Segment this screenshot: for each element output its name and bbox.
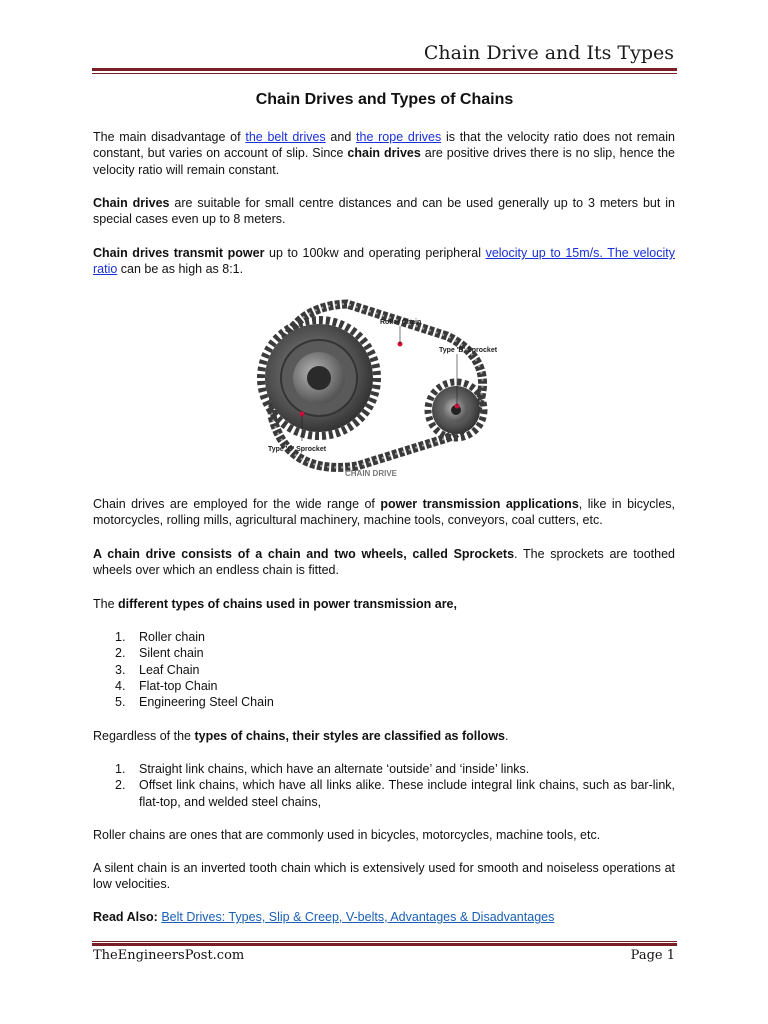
list-item (115, 662, 675, 678)
document-heading: Chain Drives and Types of Chains (255, 91, 514, 108)
bold-text: Chain drives (93, 196, 170, 210)
list-number: 5. (115, 695, 126, 710)
paragraph-intro (93, 129, 675, 178)
paragraph-silent-chain: A silent chain is an inverted tooth chain which is extensively used for smooth and noiseless operations at low velocities. (93, 861, 675, 892)
text: are positive drives there is no slip, hence the velocity ratio will remain constant. (93, 146, 675, 177)
bold-text: Chain drives transmit power (93, 246, 265, 260)
list-number: 1. (115, 630, 126, 644)
list-item (115, 761, 675, 777)
list-item-text: Silent chain (139, 646, 204, 661)
list-number: 2. (115, 646, 126, 661)
text: The main disadvantage of (93, 130, 246, 144)
text: , like in bicycles, motorcycles, rolling mills, agricultural machinery, machine tools, conveyors, coal cutters, etc. (93, 497, 676, 528)
paragraph-applications (93, 496, 675, 529)
list-number: 1. (115, 762, 126, 776)
paragraph-power (93, 245, 675, 278)
text: is that the velocity ratio does not remain constant, but varies on account of slip. Since (93, 130, 675, 161)
paragraph-styles-intro (93, 728, 675, 744)
type-b-sprocket-label: Type 'B' Sprocket (439, 347, 498, 354)
footer-page-number: Page 1 (630, 948, 675, 963)
text: Regardless of the (93, 729, 195, 743)
list-item (115, 678, 675, 694)
text: . The sprockets are toothed wheels over which an endless chain is fitted. (93, 547, 675, 578)
paragraph-distances (93, 195, 675, 228)
paragraph-roller-chains: Roller chains are ones that are commonly used in bicycles, motorcycles, machine tools, etc. (93, 828, 601, 842)
paragraph-sprockets (93, 546, 675, 579)
text: . (505, 729, 509, 743)
list-item-text: Flat-top Chain (139, 678, 218, 693)
text: The (93, 597, 119, 611)
velocity-ratio-link[interactable]: velocity up to 15m/s. The velocity ratio (93, 246, 675, 277)
type-c-sprocket-label: Type 'C' Sprocket (268, 446, 327, 453)
read-also-link[interactable]: Belt Drives: Types, Slip & Creep, V-belts, Advantages & Disadvantages (161, 910, 555, 924)
list-item-text: Straight link chains, which have an alternate ‘outside’ and ‘inside’ links. (139, 762, 530, 776)
list-item (115, 645, 675, 661)
list-item-text: Offset link chains, which have all links alike. These include integral link chains, such as bar-link, flat-top, and welded steel chains, (139, 778, 675, 809)
footer-rule (92, 943, 677, 946)
bold-text: types of chains, their styles are classified as follows (194, 729, 505, 743)
list-number: 2. (115, 778, 126, 793)
footer-site: TheEngineersPost.com (93, 948, 245, 963)
rope-drives-link[interactable]: the rope drives (356, 130, 442, 144)
header-rule-thin (92, 73, 677, 74)
figure-caption: CHAIN DRIVE (345, 469, 398, 478)
belt-drives-link[interactable]: the belt drives (245, 130, 326, 144)
big-sprocket-bore (307, 366, 331, 390)
roller-chain-label: Roller Chain (380, 319, 422, 326)
chain-types-list (115, 629, 675, 710)
bold-text: different types of chains used in power transmission are, (118, 597, 457, 611)
paragraph-types-intro (93, 596, 675, 612)
chain-drive-figure (257, 296, 510, 482)
list-item (115, 777, 675, 810)
text: up to 100kw and operating peripheral (264, 246, 486, 260)
bold-text: chain drives (347, 146, 421, 161)
list-number: 4. (115, 678, 126, 693)
running-header-title: Chain Drive and Its Types (423, 42, 674, 64)
list-number: 3. (115, 662, 126, 677)
text: are suitable for small centre distances and can be used generally up to 3 meters but in special cases even up to 8 meters. (93, 196, 675, 227)
read-also-label: Read Also: (93, 910, 158, 924)
list-item (115, 694, 675, 710)
chain-drive-illustration (257, 296, 510, 482)
text: can be as high as 8:1. (117, 262, 244, 277)
text: Chain drives are employed for the wide range of (93, 497, 381, 511)
list-item-text: Engineering Steel Chain (139, 695, 274, 710)
read-also-line (93, 909, 675, 925)
bold-text: A chain drive consists of a chain and two wheels, called Sprockets (93, 547, 515, 561)
list-item (115, 629, 675, 645)
bold-text: power transmission applications (380, 497, 579, 511)
text: and (325, 130, 357, 144)
header-rule (92, 68, 677, 71)
list-item-text: Roller chain (139, 630, 206, 644)
footer-rule-thin (92, 941, 677, 942)
list-item-text: Leaf Chain (139, 662, 200, 677)
chain-styles-list (115, 761, 675, 810)
